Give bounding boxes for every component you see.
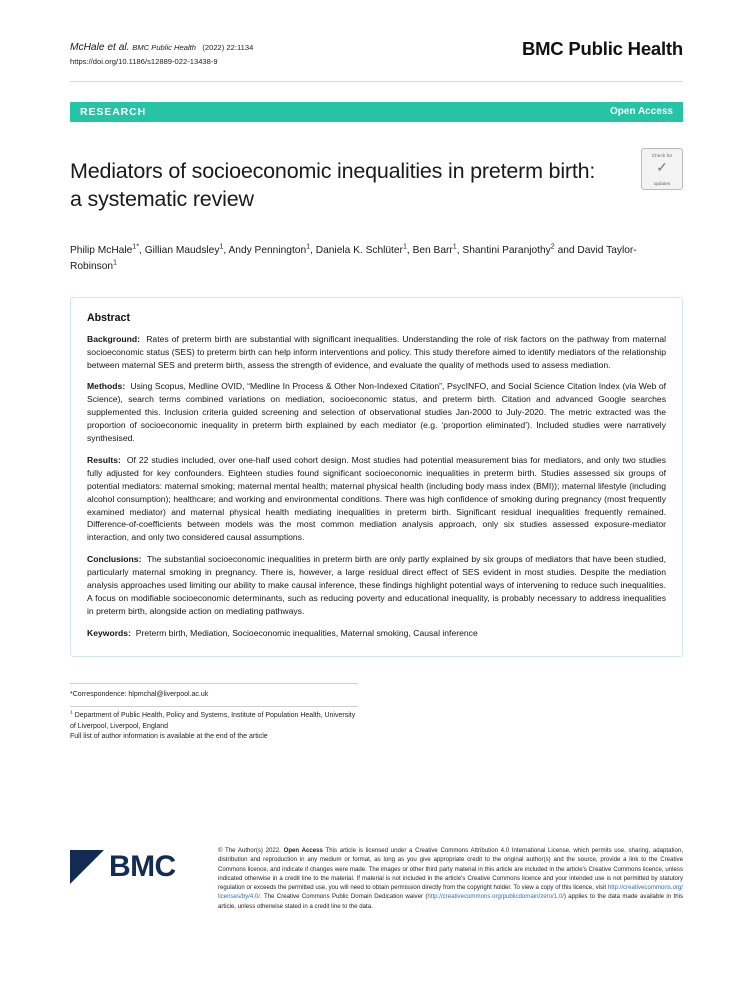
journal-logo: BMC Public Health	[521, 38, 683, 59]
citation-volume: (2022) 22:1134	[202, 43, 254, 52]
abstract-label-background: Background:	[87, 333, 140, 344]
abstract-box	[70, 297, 683, 657]
bmc-footer	[70, 846, 683, 911]
research-label: RESEARCH	[80, 105, 147, 118]
affiliation-text: Department of Public Health, Policy and Systems, Institute of Population Health, University of Liverpool, Liverpool, England	[70, 712, 356, 730]
footnote-divider	[70, 683, 358, 684]
license-paragraph-1: This article is licensed under a Creative Commons Attribution 4.0 International License, which permits use, sharing, adaptation, distribution and reproduction in any medium or format, as long as you give appropriate credit to the original author(s) and the source, provide a link to the Creative Commons licence, and indicate if changes were made. The images or other third party material in this article are included in the article's Creative Commons licence, unless indicated otherwise in a credit line to the material. If material is not included in the article's Creative Commons licence and your intended use is not permitted by statutory regulation or exceeds the permitted use, you will need to obtain permission directly from the copyright holder. To view a copy of this licence, visit	[218, 847, 684, 891]
abstract-section-background	[87, 333, 666, 372]
abstract-label-conclusions: Conclusions:	[87, 554, 142, 565]
abstract-label-keywords: Keywords:	[87, 627, 131, 638]
abstract-section-conclusions	[87, 553, 666, 617]
license-link-zero[interactable]: http://creativecommons.org/publicdomain/zero/1.0/	[427, 893, 564, 901]
title-row	[70, 144, 683, 227]
bmc-wordmark: BMC	[109, 850, 176, 883]
page-header	[70, 38, 683, 67]
bmc-logo	[70, 846, 202, 884]
abstract-text-methods: Using Scopus, Medline OVID, “Medline In Process & Other Non-Indexed Citation”, PsycINFO, and Social Science Citation Index (via Web of Science), search terms combined variations on mediation, socioeconomic status, and preterm birth. Citation and advanced Google searches supplemented this. Inclusion criteria guided screening and selection of observational studies Jan-2000 to July-2020. The metric extracted was the proportion of socioeconomic inequality in preterm birth explained by each mediator (e.g. ‘proportion eliminated’). Included studies were narratively synthesised.	[87, 381, 666, 444]
license-paragraph-3: ) applies to the data made available in this article, unless otherwise stated in a credit line to the data.	[218, 893, 683, 910]
crossmark-top-text: Check for	[651, 152, 673, 158]
open-access-label: Open Access	[610, 106, 673, 118]
copyright-text: © The Author(s) 2022.	[218, 847, 281, 854]
abstract-text-background: Rates of preterm birth are substantial with significant inequalities. Understanding the role of risk factors on the pathway from maternal socioeconomic status (SES) to preterm birth can help inform interventions and policy. This study therefore aimed to identify mediators of the relationship between maternal SES and preterm birth, assess the strength of evidence, and evaluate the quality of methods used to assess mediation.	[87, 333, 667, 370]
affiliation-block	[70, 711, 358, 743]
abstract-label-results: Results:	[87, 454, 121, 465]
crossmark-badge-icon[interactable]	[641, 148, 683, 190]
full-author-info-text: Full list of author information is available at the end of the article	[70, 733, 268, 741]
crossmark-bottom-text: updates	[653, 180, 671, 186]
abstract-text-results: Of 22 studies included, over one-half used cohort design. Most studies had potential measurement bias for mediators, and only two studies fully adjusted for key confounders. Eighteen studies found significant socioeconomic inequalities in preterm birth. Studies assessed six groups of potential mediators: maternal smoking; maternal mental health; maternal physical health (including body mass index (BMI)); maternal lifestyle (including alcohol consumption); healthcare; and working and environmental conditions. There was high confidence of smoking during pregnancy (most frequently examined mediator) and maternal physical health mediating inequalities in preterm birth. Significant residual inequalities frequently remained. Difference-of-coefficients between models was the most common mediation analysis approach, only six studies assessed exposure-mediator interaction, and only two considered causal assumptions.	[87, 454, 667, 543]
page-title: Mediators of socioeconomic inequalities in preterm birth: a systematic review	[70, 159, 596, 211]
footnote-block	[70, 683, 358, 743]
abstract-section-methods	[87, 380, 666, 444]
correspondence-line	[70, 690, 358, 701]
abstract-heading: Abstract	[87, 311, 130, 324]
check-icon: ✓	[656, 158, 668, 175]
research-open-access-bar	[70, 102, 683, 122]
abstract-section-results	[87, 454, 666, 544]
author-list: Philip McHale$^{1*}$, Gillian Maudsley$^1$, Andy Pennington$^1$, Daniela K. Schlüter$^1$, Ben Barr$^1$, Shantini Paranjothy$^2$ and David Taylor-Robinson$^1$	[70, 242, 637, 272]
correspondence-label: *Correspondence:	[70, 690, 127, 698]
page-content	[70, 38, 683, 743]
citation-journal: BMC Public Health	[132, 43, 197, 52]
license-link-by[interactable]: http://creativecommons.org/licenses/by/4.0/	[218, 884, 683, 901]
affiliation-marker: 1	[70, 710, 73, 716]
citation-authors: McHale et al.	[70, 42, 133, 53]
correspondence-email-link[interactable]: hlpmchal@liverpool.ac.uk	[128, 690, 209, 698]
abstract-text-keywords: Preterm birth, Mediation, Socioeconomic inequalities, Maternal smoking, Causal inference	[135, 627, 478, 638]
affiliation-divider	[70, 706, 358, 707]
abstract-label-methods: Methods:	[87, 381, 126, 392]
abstract-text-conclusions: The substantial socioeconomic inequalities in preterm birth are only partly explained by six groups of mediators that have been studied, particularly maternal smoking in pregnancy. There is, however, a large residual direct effect of SES evident in most studies. Despite the mediation analysis approaches used limiting our ability to make causal inference, these findings highlight potential ways of intervening to reduce such inequalities. A focus on modifiable socioeconomic determinants, such as reducing poverty and educational inequality, is probably necessary to address inequalities in preterm birth, alongside action on mediating pathways.	[87, 554, 666, 616]
citation-block	[70, 38, 253, 67]
citation-doi: https://doi.org/10.1186/s12889-022-13438-9	[70, 56, 218, 66]
citation-line	[70, 40, 253, 56]
header-divider	[70, 81, 683, 82]
license-paragraph-2: . The Creative Commons Public Domain Dedication waiver (	[260, 893, 428, 901]
abstract-section-keywords	[87, 627, 666, 640]
bmc-mark-icon	[70, 850, 104, 884]
open-access-bold: Open Access	[283, 847, 323, 854]
license-text	[218, 846, 683, 911]
